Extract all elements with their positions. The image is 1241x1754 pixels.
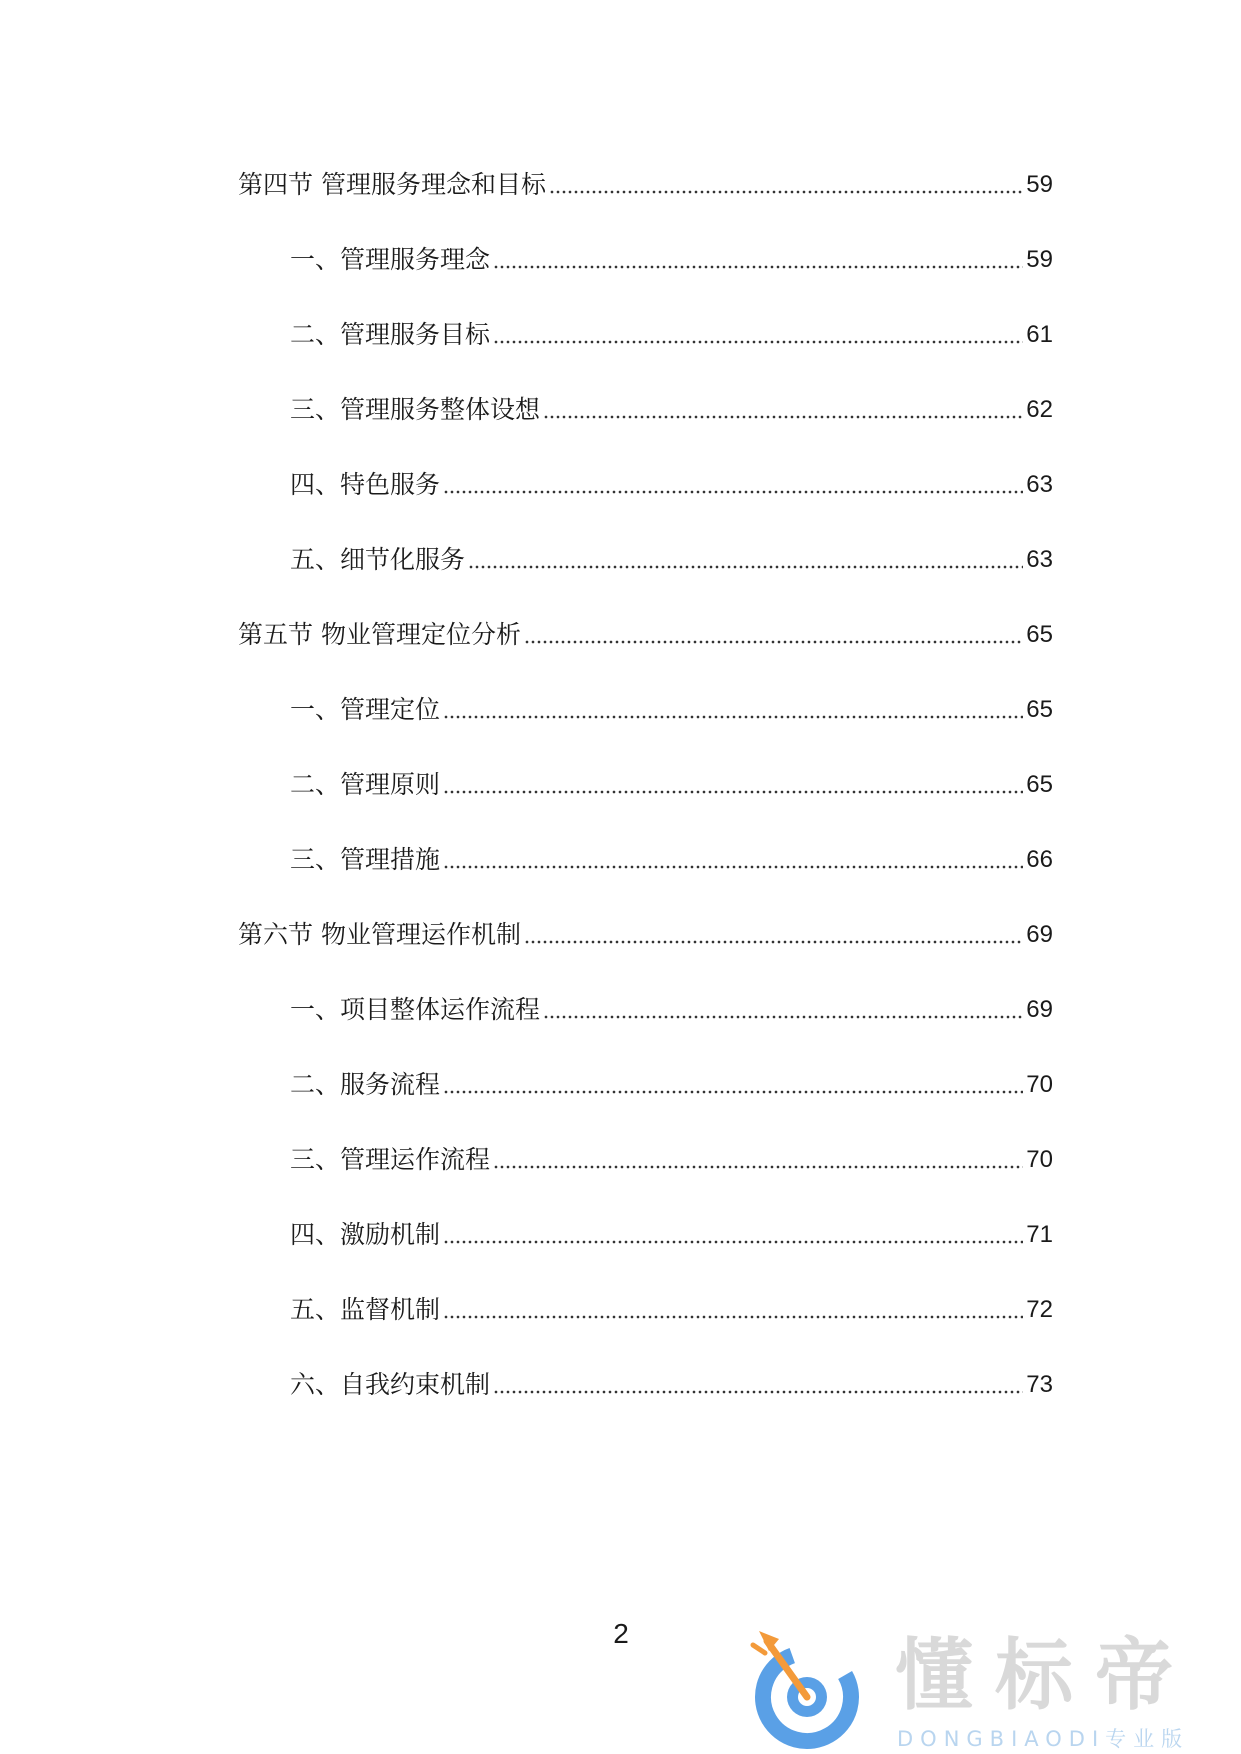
toc-entry-page: 69 xyxy=(1026,996,1053,1023)
toc-entry-title: 四、特色服务 xyxy=(290,470,441,499)
toc-entry-title: 一、项目整体运作流程 xyxy=(290,995,541,1024)
toc-item[interactable] xyxy=(290,235,1053,275)
toc-entry-page: 63 xyxy=(1026,471,1053,498)
toc-item[interactable] xyxy=(290,1285,1053,1325)
toc-entry-title: 六、自我约束机制 xyxy=(290,1370,491,1399)
toc-dot-leader xyxy=(493,1390,1023,1394)
toc-entry-title: 三、管理运作流程 xyxy=(290,1145,491,1174)
toc-dot-leader xyxy=(549,190,1023,194)
toc-dot-leader xyxy=(443,1315,1023,1319)
toc-entry-page: 66 xyxy=(1026,846,1053,873)
toc-entry-title: 第五节 物业管理定位分析 xyxy=(238,620,521,649)
watermark xyxy=(745,1625,1225,1750)
page-number: 2 xyxy=(613,1618,629,1649)
toc-dot-leader xyxy=(443,490,1023,494)
toc-entry-title: 五、细节化服务 xyxy=(290,545,466,574)
toc-entry-page: 72 xyxy=(1026,1296,1053,1323)
toc-entry-page: 59 xyxy=(1026,246,1053,273)
toc-dot-leader xyxy=(493,265,1023,269)
toc-entry-title: 第四节 管理服务理念和目标 xyxy=(238,170,546,199)
toc-entry-page: 65 xyxy=(1026,771,1053,798)
toc-section-5[interactable] xyxy=(238,610,1053,650)
toc-dot-leader xyxy=(443,790,1023,794)
toc-entry-page: 73 xyxy=(1026,1371,1053,1398)
toc-item[interactable] xyxy=(290,535,1053,575)
toc-entry-page: 62 xyxy=(1026,396,1053,423)
toc-dot-leader xyxy=(543,415,1023,419)
toc-entry-page: 65 xyxy=(1026,621,1053,648)
toc-dot-leader xyxy=(443,715,1023,719)
toc-entry-page: 63 xyxy=(1026,546,1053,573)
toc-dot-leader xyxy=(524,940,1023,944)
toc-dot-leader xyxy=(443,1090,1023,1094)
toc-entry-title: 三、管理措施 xyxy=(290,845,441,874)
toc-entry-page: 69 xyxy=(1026,921,1053,948)
toc-entry-title: 四、激励机制 xyxy=(290,1220,441,1249)
toc-entry-title: 第六节 物业管理运作机制 xyxy=(238,920,521,949)
toc-item[interactable] xyxy=(290,385,1053,425)
toc-dot-leader xyxy=(543,1015,1023,1019)
toc-entry-page: 61 xyxy=(1026,321,1053,348)
toc-item[interactable] xyxy=(290,1360,1053,1400)
toc-entry-title: 三、管理服务整体设想 xyxy=(290,395,541,424)
toc-dot-leader xyxy=(524,640,1023,644)
toc-item[interactable] xyxy=(290,760,1053,800)
toc-entry-page: 71 xyxy=(1026,1221,1053,1248)
toc-entry-title: 二、服务流程 xyxy=(290,1070,441,1099)
toc-entry-title: 二、管理原则 xyxy=(290,770,441,799)
target-arrow-icon xyxy=(745,1625,873,1750)
toc-dot-leader xyxy=(443,1240,1023,1244)
toc-entry-page: 70 xyxy=(1026,1071,1053,1098)
toc-item[interactable] xyxy=(290,835,1053,875)
toc-entry-title: 二、管理服务目标 xyxy=(290,320,491,349)
toc-dot-leader xyxy=(468,565,1023,569)
toc-item[interactable] xyxy=(290,1060,1053,1100)
toc-item[interactable] xyxy=(290,985,1053,1025)
toc-item[interactable] xyxy=(290,1210,1053,1250)
toc-entry-title: 一、管理定位 xyxy=(290,695,441,724)
toc-item[interactable] xyxy=(290,1135,1053,1175)
toc-dot-leader xyxy=(493,1165,1023,1169)
toc-entry-title: 一、管理服务理念 xyxy=(290,245,491,274)
toc-entry-page: 70 xyxy=(1026,1146,1053,1173)
toc-entry-title: 五、监督机制 xyxy=(290,1295,441,1324)
toc-section-6[interactable] xyxy=(238,910,1053,950)
watermark-subtitle: DONGBIAODI专业版 xyxy=(897,1727,1190,1751)
watermark-brand: 懂标帝 xyxy=(895,1631,1196,1721)
toc-section-4[interactable] xyxy=(238,160,1053,200)
toc-entry-page: 65 xyxy=(1026,696,1053,723)
toc-entry-page: 59 xyxy=(1026,171,1053,198)
toc-item[interactable] xyxy=(290,460,1053,500)
toc-item[interactable] xyxy=(290,685,1053,725)
toc-dot-leader xyxy=(493,340,1023,344)
toc-item[interactable] xyxy=(290,310,1053,350)
toc-dot-leader xyxy=(443,865,1023,869)
